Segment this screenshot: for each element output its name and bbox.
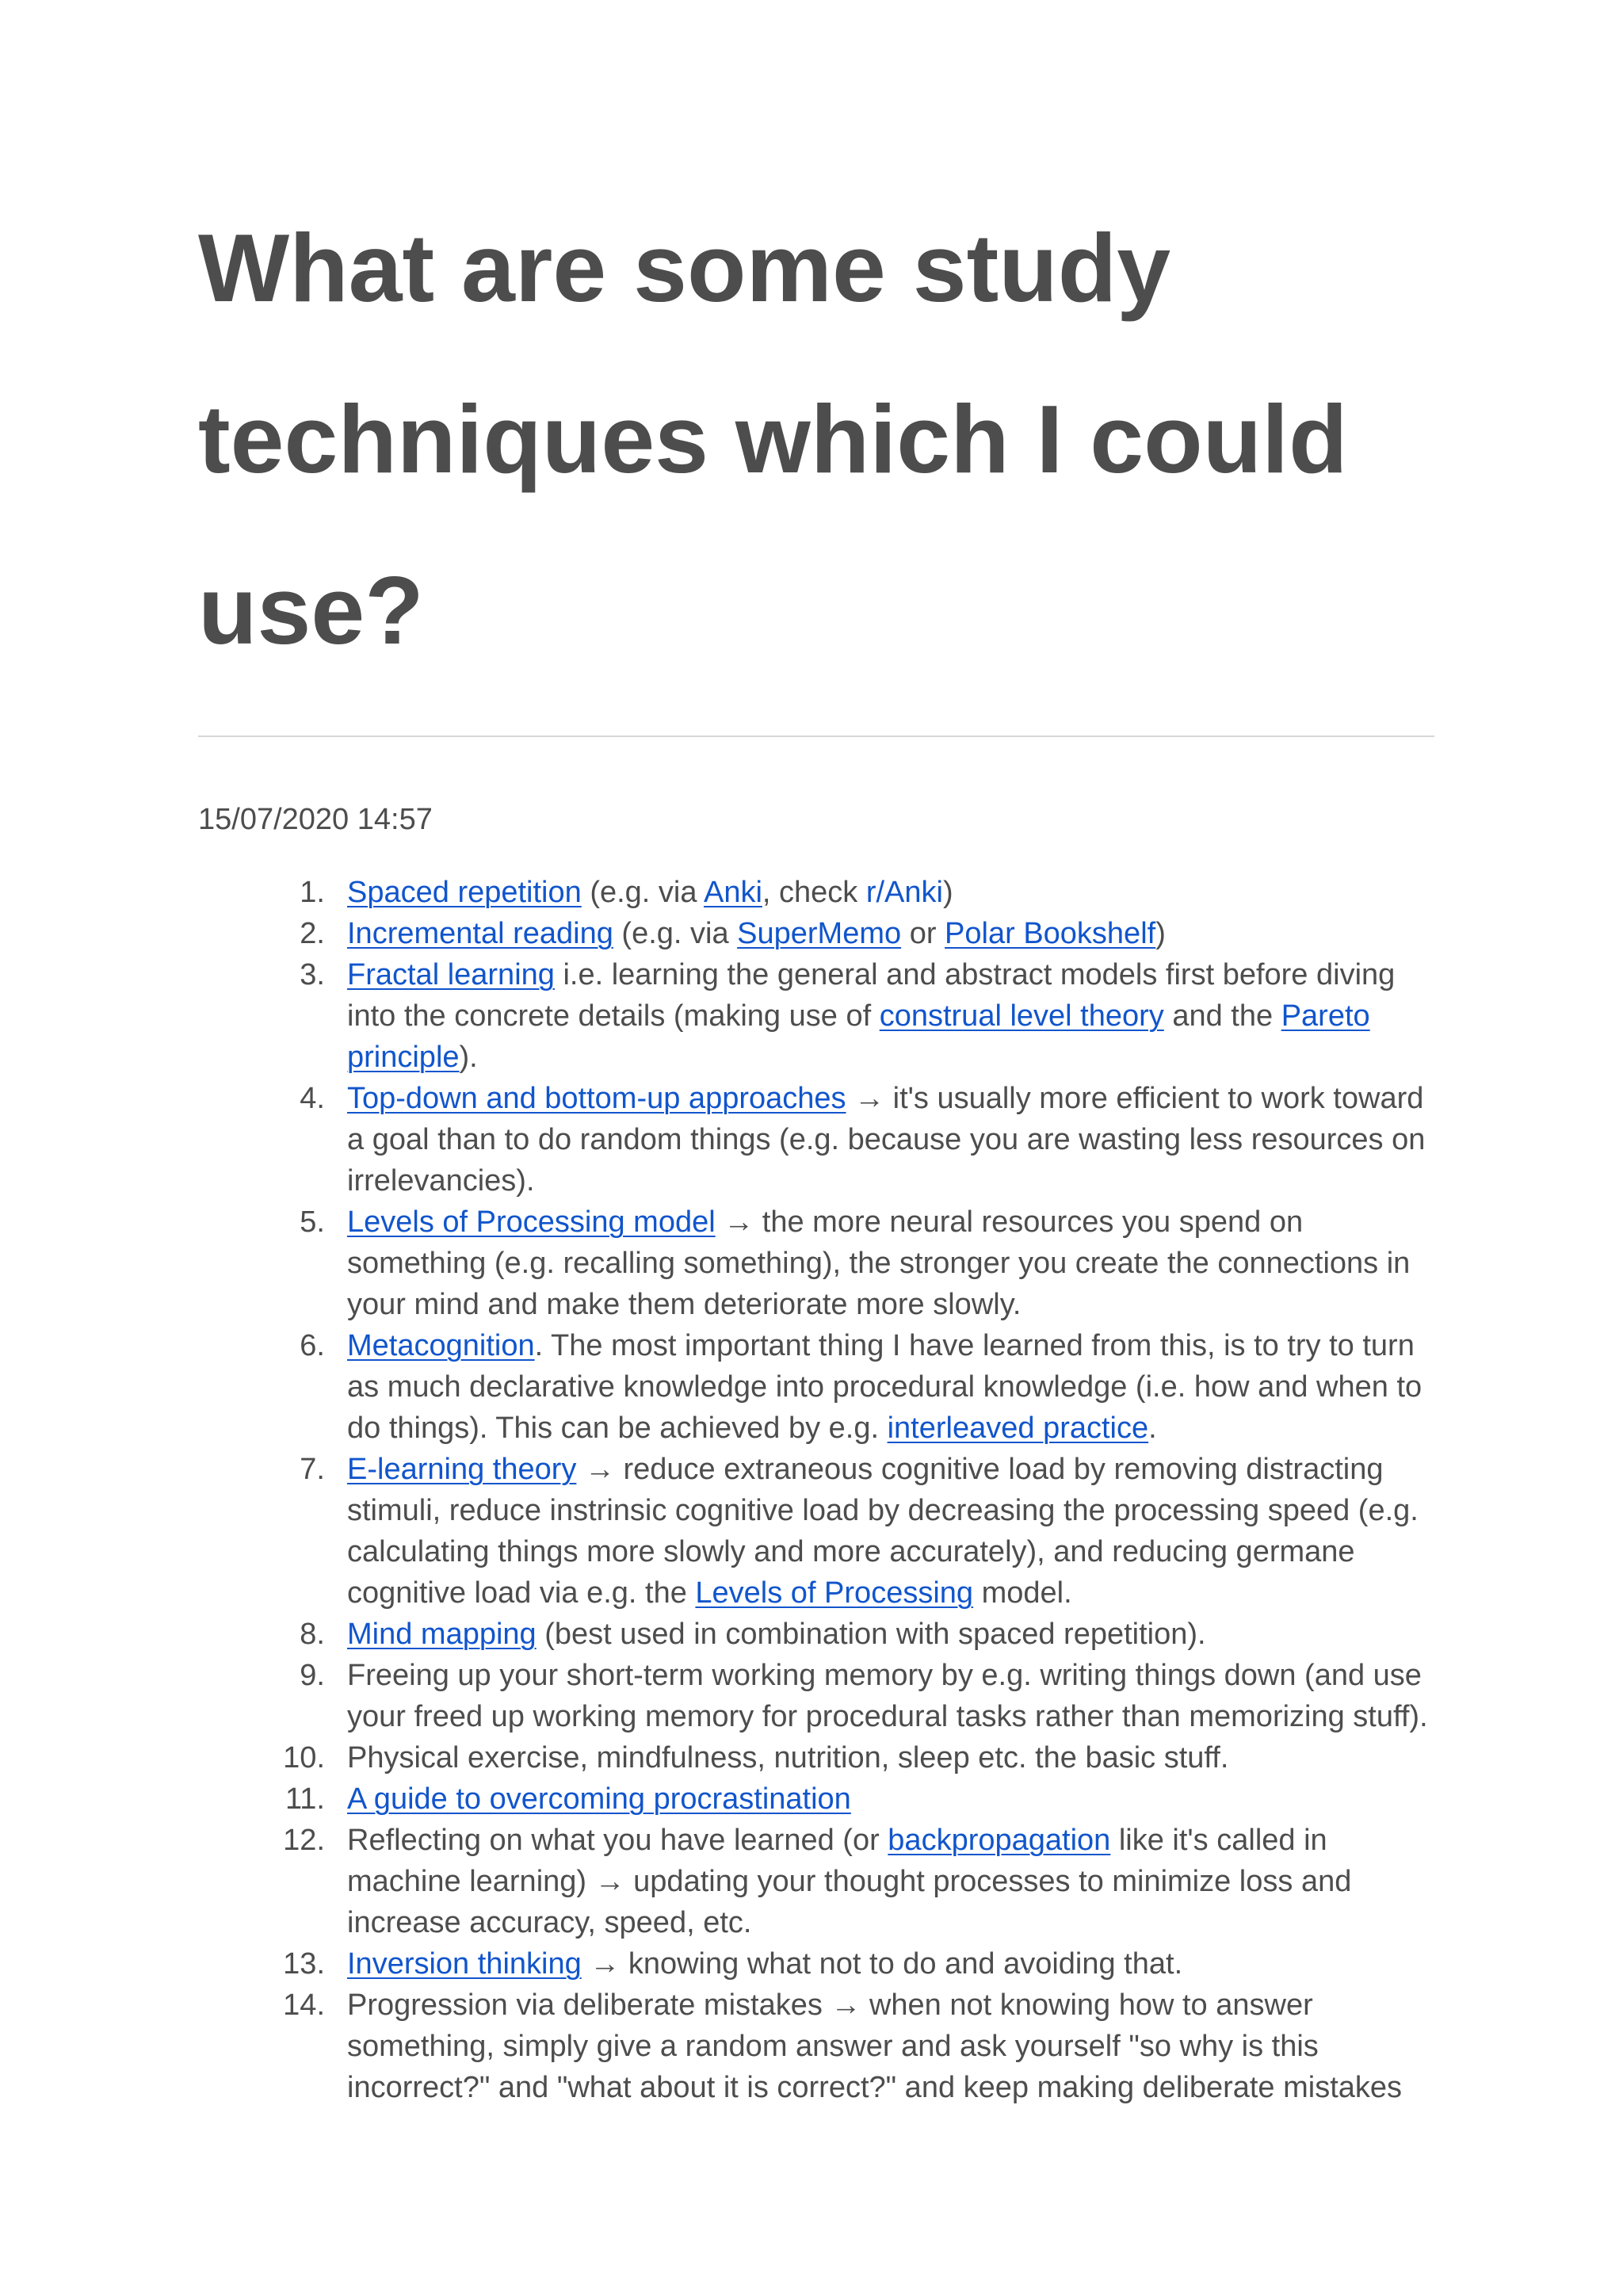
list-item — [283, 1943, 1434, 1985]
inline-link[interactable]: SuperMemo — [737, 917, 902, 950]
list-item — [283, 1820, 1434, 1943]
inline-link[interactable]: Anki — [703, 876, 762, 909]
list-item-text: and the — [1163, 999, 1281, 1033]
list-item-number: 3. — [300, 958, 325, 991]
inline-link[interactable]: r/Anki — [865, 876, 943, 909]
inline-link[interactable]: E-learning theory — [347, 1453, 577, 1486]
list-item — [283, 1737, 1434, 1778]
list-item-text: Freeing up your short-term working memory by e.g. writing things down (and use your freed up working memory for procedural tasks rather than memorizing stuff). — [347, 1659, 1428, 1733]
list-item — [300, 1078, 1434, 1201]
list-item-text: , check — [762, 876, 866, 909]
list-item-text: Progression via deliberate mistakes → when not knowing how to answer something, simply give a random answer and ask yourself "so why is this incorrect?" and "what about it is correct?" and keep making deliberate mistakes — [347, 1988, 1403, 2104]
list-item-text: (e.g. via — [613, 917, 738, 950]
inline-link[interactable]: Fractal learning — [347, 958, 555, 991]
inline-link[interactable]: Metacognition — [347, 1329, 535, 1362]
list-item-number: 8. — [300, 1618, 325, 1651]
list-item-text: model. — [973, 1576, 1072, 1610]
list-item — [300, 872, 1434, 913]
list-item-number: 10. — [283, 1741, 325, 1775]
list-item-text: Reflecting on what you have learned (or — [347, 1824, 888, 1857]
inline-link[interactable]: Incremental reading — [347, 917, 613, 950]
list-item-text: (e.g. via — [581, 876, 704, 909]
list-item-text: . — [1148, 1412, 1157, 1445]
list-item-text: i.e. learning the general and abstract models first before diving into the concrete details (making use of — [347, 958, 1396, 1033]
list-item-text: like it's called in machine learning) → updating your thought processes to minimize loss and increase accuracy, speed, etc. — [347, 1824, 1352, 1939]
inline-link[interactable]: Inversion thinking — [347, 1947, 582, 1981]
list-item-text: ). — [459, 1041, 478, 1074]
timestamp: 15/07/2020 14:57 — [198, 803, 433, 836]
list-item-text: . The most important thing I have learned from this, is to try to turn as much declarative knowledge into procedural knowledge (i.e. how and when to do things). This can be achieved by e.g. — [347, 1329, 1423, 1445]
divider — [198, 735, 1434, 737]
list-item — [300, 1614, 1434, 1655]
list-item-number: 12. — [283, 1824, 325, 1857]
inline-link[interactable]: Mind mapping — [347, 1618, 537, 1651]
document-page — [198, 0, 1434, 2108]
inline-link[interactable]: Pareto principle — [347, 999, 1370, 1074]
page-title: What are some study techniques which I could use? — [198, 214, 1348, 664]
list-item — [283, 1985, 1434, 2108]
list-item-text: ) — [1155, 917, 1166, 950]
list-item-number: 9. — [300, 1659, 325, 1692]
list-item — [300, 1655, 1434, 1737]
list-item-number: 7. — [300, 1453, 325, 1486]
list-item-number: 2. — [300, 917, 325, 950]
inline-link[interactable]: Polar Bookshelf — [945, 917, 1156, 950]
list-item-number: 6. — [300, 1329, 325, 1362]
study-techniques-list — [198, 872, 1434, 2108]
list-item — [300, 1449, 1434, 1614]
list-item-text: Physical exercise, mindfulness, nutrition, sleep etc. the basic stuff. — [347, 1741, 1229, 1775]
inline-link[interactable]: backpropagation — [888, 1824, 1111, 1857]
list-item-number: 11. — [285, 1782, 325, 1816]
list-item-number: 5. — [300, 1205, 325, 1239]
list-item-number: 13. — [283, 1947, 325, 1981]
inline-link[interactable]: interleaved practice — [887, 1412, 1149, 1445]
inline-link[interactable]: Top-down and bottom-up approaches — [347, 1082, 846, 1115]
list-item — [285, 1778, 1434, 1820]
inline-link[interactable]: construal level theory — [879, 999, 1164, 1033]
list-item — [300, 913, 1434, 954]
list-item-text: → knowing what not to do and avoiding that. — [581, 1947, 1183, 1981]
list-item — [300, 1325, 1434, 1449]
list-item-text: or — [901, 917, 945, 950]
list-item-text: → the more neural resources you spend on something (e.g. recalling something), the stronger you create the connections in your mind and make them deteriorate more slowly. — [347, 1205, 1411, 1321]
list-item-number: 1. — [300, 876, 325, 909]
inline-link[interactable]: A guide to overcoming procrastination — [347, 1782, 851, 1816]
inline-link[interactable]: Spaced repetition — [347, 876, 582, 909]
inline-link[interactable]: Levels of Processing — [695, 1576, 974, 1610]
list-item-text: ) — [942, 876, 953, 909]
list-item-text: → reduce extraneous cognitive load by removing distracting stimuli, reduce instrinsic cognitive load by decreasing the processing speed (e.g. calculating things more slowly and more accurately), and reducing germane cognitive load via e.g. the — [347, 1453, 1419, 1610]
inline-link[interactable]: Levels of Processing model — [347, 1205, 716, 1239]
list-item-text: → it's usually more efficient to work toward a goal than to do random things (e.g. because you are wasting less resources on irrelevancies). — [347, 1082, 1426, 1198]
list-item — [300, 954, 1434, 1078]
list-item-number: 14. — [283, 1988, 325, 2022]
list-item-number: 4. — [300, 1082, 325, 1115]
list-item — [300, 1201, 1434, 1325]
list-item-text: (best used in combination with spaced repetition). — [536, 1618, 1206, 1651]
